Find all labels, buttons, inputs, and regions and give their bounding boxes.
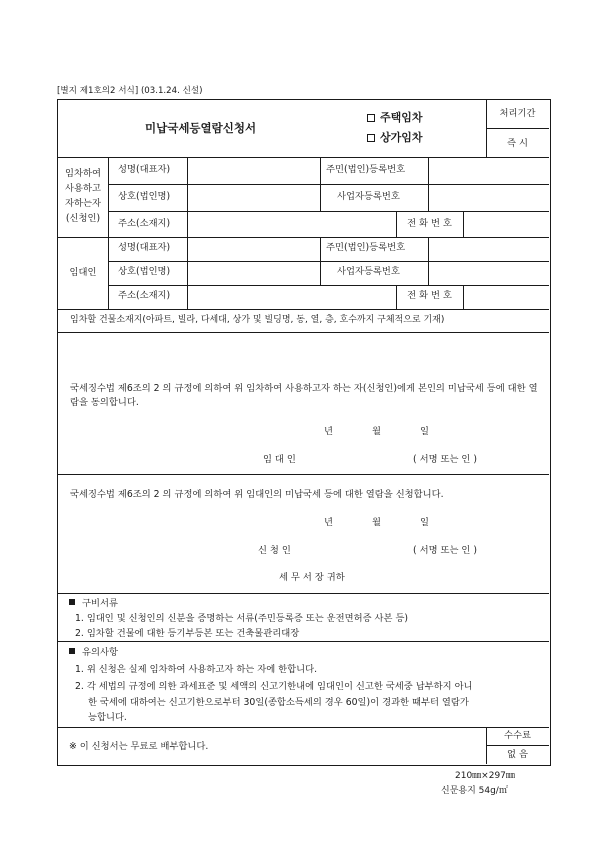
form-note: [별지 제1호의2 서식] (03.1.24. 신설) bbox=[57, 86, 203, 96]
notes-heading: 유의사항 bbox=[69, 647, 118, 659]
rule bbox=[58, 727, 549, 728]
free-distribution-notice: ※ 이 신청서는 무료로 배부합니다. bbox=[69, 741, 209, 752]
rule bbox=[320, 157, 321, 211]
documents-heading: 구비서류 bbox=[69, 598, 118, 610]
rule bbox=[320, 237, 321, 285]
rule bbox=[108, 261, 549, 262]
consent-text: 국세징수법 제6조의 2 의 규정에 의하여 위 임차하여 사용하고자 하는 자(신청인)에게 본인의 미납국세 등에 대한 열람을 동의합니다. bbox=[70, 383, 538, 408]
landlord-name-label: 성명(대표자) bbox=[118, 242, 171, 253]
applicant-sign-label: ( 서명 또는 인 ) bbox=[413, 545, 477, 556]
landlord-trade-name-label: 상호(법인명) bbox=[118, 266, 171, 277]
rule bbox=[108, 285, 549, 286]
rule bbox=[187, 157, 188, 309]
fee-label: 수수료 bbox=[504, 730, 531, 741]
paper-type: 신문용지 54g/㎡ bbox=[441, 786, 508, 796]
application-date-day: 일 bbox=[420, 517, 429, 528]
rule bbox=[108, 184, 549, 185]
tenant-address-label: 주소(소재지) bbox=[118, 218, 171, 229]
rule bbox=[108, 211, 549, 212]
square-bullet-icon bbox=[69, 599, 75, 605]
rule bbox=[108, 157, 109, 309]
processing-label: 처리기간 bbox=[499, 108, 536, 119]
application-form bbox=[57, 99, 551, 766]
consent-sign-label: ( 서명 또는 인 ) bbox=[413, 454, 477, 465]
landlord-group-label: 임대인 bbox=[69, 267, 97, 278]
processing-value: 즉 시 bbox=[507, 138, 528, 149]
landlord-address-label: 주소(소재지) bbox=[118, 290, 171, 301]
tenant-resident-no-label: 주민(법인)등록번호 bbox=[326, 164, 406, 175]
rule bbox=[58, 593, 549, 594]
rule bbox=[463, 211, 464, 237]
note-item-2-line-1: 2. 각 세법의 규정에 의한 과세표준 및 세액의 신고기한내에 임대인이 신고한 국세중 납부하지 아니 bbox=[75, 681, 473, 692]
consent-date-day: 일 bbox=[420, 426, 429, 437]
note-item-2-line-2: 한 국세에 대하여는 신고기한으로부터 30일(종합소득세의 경우 60일)이 경과한 때부터 열람가 bbox=[88, 697, 469, 708]
fee-value: 없 음 bbox=[507, 749, 528, 760]
option-housing[interactable]: 주택임차 bbox=[367, 112, 423, 124]
rule bbox=[58, 332, 549, 333]
checkbox-commercial[interactable] bbox=[367, 134, 375, 142]
building-address-label: 임차할 건물소재지(아파트, 빌라, 다세대, 상가 및 빌딩명, 동, 열, 층, 호수까지 구체적으로 기재) bbox=[70, 315, 445, 325]
application-date-month: 월 bbox=[372, 517, 381, 528]
application-text: 국세징수법 제6조의 2 의 규정에 의하여 위 임대인의 미납국세 등에 대한 열람을 신청합니다. bbox=[70, 489, 444, 500]
tenant-group-label: 임차하여 사용하고 자하는자 (신청인) bbox=[65, 168, 101, 224]
form-title: 미납국세등열람신청서 bbox=[145, 121, 257, 135]
tenant-name-label: 성명(대표자) bbox=[118, 164, 171, 175]
landlord-resident-no-label: 주민(법인)등록번호 bbox=[326, 242, 406, 253]
rule bbox=[428, 157, 429, 211]
rule bbox=[58, 157, 549, 158]
rule bbox=[58, 309, 549, 310]
tenant-phone-label: 전 화 번 호 bbox=[407, 218, 452, 229]
landlord-business-no-label: 사업자등록번호 bbox=[337, 266, 400, 277]
consent-date-year: 년 bbox=[324, 426, 333, 437]
document-item-2: 2. 임차할 건물에 대한 등기부등본 또는 건축물관리대장 bbox=[75, 628, 300, 639]
tax-office-addressee: 세 무 서 장 귀하 bbox=[279, 572, 345, 583]
landlord-phone-label: 전 화 번 호 bbox=[407, 290, 452, 301]
application-date-year: 년 bbox=[324, 517, 333, 528]
rule bbox=[58, 474, 549, 475]
applicant-signer-label: 신 청 인 bbox=[258, 545, 291, 556]
consent-date-month: 월 bbox=[372, 426, 381, 437]
tenant-trade-name-label: 상호(법인명) bbox=[118, 191, 171, 202]
option-commercial[interactable]: 상가임차 bbox=[367, 132, 423, 144]
note-item-1: 1. 위 신청은 실제 임차하여 사용하고자 하는 자에 한합니다. bbox=[75, 664, 318, 675]
note-item-2-line-3: 능합니다. bbox=[88, 712, 127, 723]
square-bullet-icon bbox=[69, 648, 75, 654]
consent-signer-label: 임 대 인 bbox=[263, 454, 296, 465]
rule bbox=[463, 285, 464, 309]
paper-size: 210㎜×297㎜ bbox=[455, 771, 515, 781]
checkbox-housing[interactable] bbox=[367, 114, 375, 122]
rule bbox=[58, 641, 549, 642]
tenant-business-no-label: 사업자등록번호 bbox=[337, 191, 400, 202]
rule bbox=[58, 237, 549, 238]
document-item-1: 1. 임대인 및 신청인의 신분을 증명하는 서류(주민등록증 또는 운전면허증 사본 등) bbox=[75, 613, 409, 624]
rule bbox=[486, 745, 549, 746]
rule bbox=[486, 128, 549, 129]
rule bbox=[428, 237, 429, 285]
